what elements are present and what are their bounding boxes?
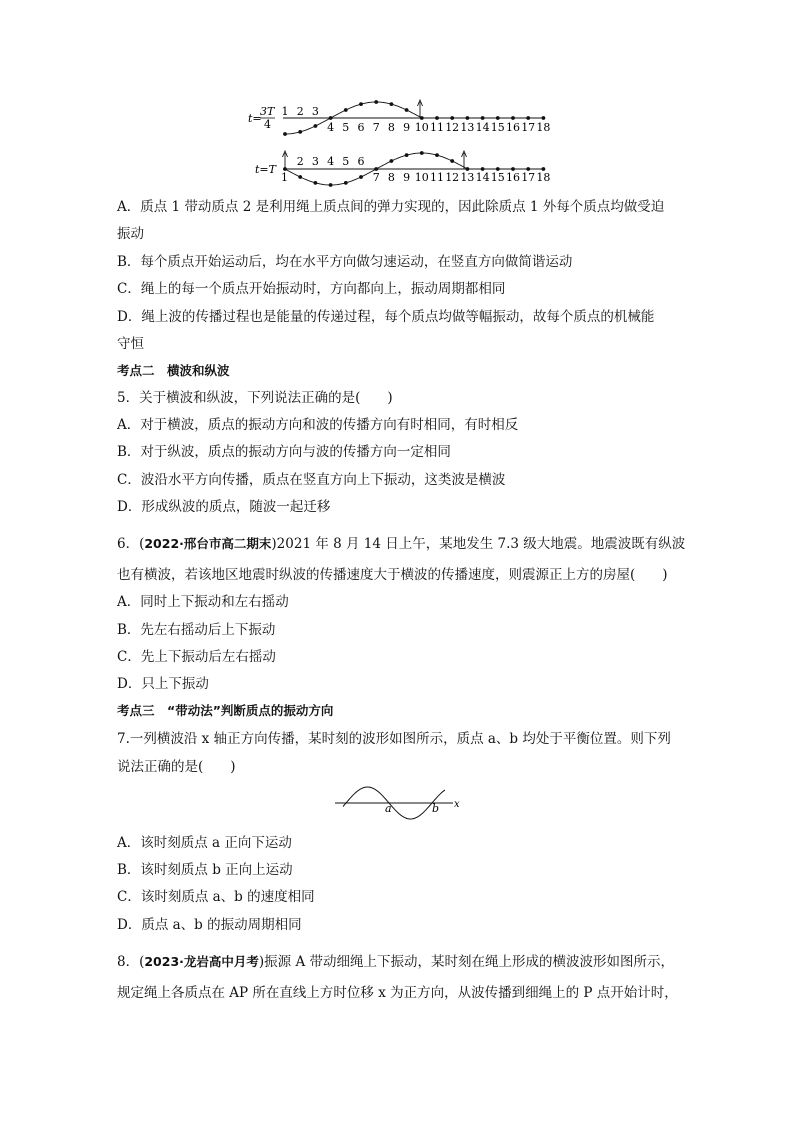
particle-dot [405, 108, 409, 112]
particle-dot [526, 167, 530, 171]
q4-option-b: B．每个质点开始运动后，均在水平方向做匀速运动，在竖直方向做简谐运动 [117, 254, 573, 270]
q7-option-c: C．该时刻质点 a、b 的速度相同 [117, 889, 315, 905]
particle-dot [329, 116, 333, 120]
particle-label: 9 [403, 121, 411, 134]
q8-stem-rest: )振源 A 带动细绳上下振动，某时刻在绳上形成的横波波形如图所示， [258, 954, 675, 970]
q4-option-d-line1: D．绳上波的传播过程也是能量的传递过程，每个质点均做等幅振动，故每个质点的机械能 [117, 309, 655, 325]
particle-label: 2 [296, 155, 304, 168]
particle-label: 7 [372, 171, 380, 184]
particle-dot [542, 167, 546, 171]
particle-label: 14 [475, 121, 490, 134]
point-a-label: a [385, 802, 392, 815]
particle-label: 15 [490, 121, 505, 134]
particle-dot [314, 124, 318, 128]
particle-label: 16 [506, 121, 520, 134]
q7-option-a: A．该时刻质点 a 正向下运动 [117, 835, 292, 851]
particle-label: 18 [536, 171, 551, 184]
particle-dot [496, 167, 500, 171]
particle-label: 8 [387, 171, 395, 184]
particle-dot [511, 167, 515, 171]
q6-option-b: B．先左右摇动后上下振动 [117, 622, 276, 638]
particle-dot [466, 116, 470, 120]
row1-t-label: t= [248, 112, 262, 125]
section-heading-2: 考点二 横波和纵波 [117, 363, 230, 378]
q8-prefix: 8．( [117, 954, 145, 970]
particle-label: 13 [460, 121, 475, 134]
particle-dot [511, 116, 515, 120]
particle-dot [298, 130, 302, 134]
row1-upper-labels [282, 105, 319, 118]
row1-frac-num: 3T [260, 105, 275, 118]
point-b-label: b [432, 802, 440, 815]
section-heading-3: 考点三 “带动法”判断质点的振动方向 [117, 703, 334, 718]
particle-label: 3 [311, 105, 319, 118]
row2-arrow-left [283, 151, 288, 169]
particle-label: 15 [490, 171, 505, 184]
q4-option-c: C．绳上的每一个质点开始振动时，方向都向上，振动周期都相同 [117, 281, 506, 297]
particle-dot [420, 116, 424, 120]
row1-lower-labels [327, 121, 550, 134]
particle-label: 11 [430, 171, 444, 184]
q5-option-a: A．对于横波，质点的振动方向和波的传播方向有时相同，有时相反 [117, 417, 519, 433]
particle-label: 8 [387, 121, 395, 134]
q8-stem-line2: 规定绳上各质点在 AP 所在直线上方时位移 x 为正方向，从波传播到细绳上的 P 点开始计时， [117, 985, 678, 1001]
particle-dot [466, 167, 470, 171]
row1-arrow [418, 100, 423, 118]
q5-option-b: B．对于纵波，质点的振动方向与波的传播方向一定相同 [117, 444, 451, 460]
particle-dot [314, 181, 318, 185]
particle-label: 4 [327, 155, 335, 168]
x-axis-label: x [454, 799, 460, 810]
particle-dot [283, 132, 287, 136]
q4-option-a-line1: A．质点 1 带动质点 2 是利用绳上质点间的弹力实现的，因此除质点 1 外每个质点均做受迫 [117, 199, 665, 215]
q6-option-a: A．同时上下振动和左右摇动 [117, 594, 289, 610]
particle-label: 12 [445, 171, 460, 184]
particle-dot [481, 167, 485, 171]
particle-dot [374, 100, 378, 104]
particle-label: 5 [342, 155, 350, 168]
q6-prefix: 6．( [117, 536, 145, 552]
particle-label: 5 [342, 121, 350, 134]
particle-dot [359, 102, 363, 106]
particle-label: 10 [414, 121, 429, 134]
particle-label: 10 [414, 171, 429, 184]
q7-waveform-figure [333, 779, 463, 823]
row2-first-number: 1 [281, 171, 288, 184]
particle-dot [435, 116, 439, 120]
row2-upper-labels [297, 155, 365, 168]
particle-label: 4 [327, 121, 335, 134]
particle-dot [450, 159, 454, 163]
particle-label: 1 [281, 105, 289, 118]
particle-label: 16 [506, 171, 520, 184]
particle-dot [435, 153, 439, 157]
q8-stem-line1 [117, 953, 674, 971]
row1-frac-den: 4 [264, 118, 271, 131]
particle-label: 14 [475, 171, 490, 184]
row2-lower-labels [373, 171, 551, 184]
particle-label: 17 [521, 121, 536, 134]
q7-stem-line2: 说法正确的是( ) [117, 759, 236, 775]
particle-dot [329, 183, 333, 187]
q6-stem-line2: 也有横波，若该地区地震时纵波的传播速度大于横波的传播速度，则震源正上方的房屋( ) [117, 567, 668, 583]
particle-dot [344, 181, 348, 185]
particle-dot [298, 175, 302, 179]
q4-option-d-line2: 守恒 [117, 336, 144, 352]
q7-stem-line1: 7.一列横波沿 x 轴正方向传播，某时刻的波形如图所示，质点 a、b 均处于平衡位置。则下列 [117, 731, 671, 747]
particle-dot [450, 116, 454, 120]
particle-dot [405, 153, 409, 157]
q6-option-d: D．只上下振动 [117, 676, 209, 692]
particle-dot [374, 167, 378, 171]
q6-stem-line1 [117, 535, 685, 553]
particle-label: 2 [296, 105, 304, 118]
q6-stem-rest: )2021 年 8 月 14 日上午，某地发生 7.3 级大地震。地震波既有纵波 [271, 536, 686, 552]
particle-label: 6 [357, 121, 365, 134]
particle-label: 7 [372, 121, 380, 134]
q6-source: 2022·邢台市高二期末 [144, 536, 272, 551]
particle-label: 3 [311, 155, 319, 168]
particle-label: 9 [403, 171, 411, 184]
q4-option-a-line2: 振动 [117, 226, 144, 242]
particle-label: 13 [460, 171, 475, 184]
q5-stem: 5．关于横波和纵波，下列说法正确的是( ) [117, 390, 393, 406]
particle-dot [542, 116, 546, 120]
q6-option-c: C．先上下振动后左右摇动 [117, 649, 276, 665]
particle-dot [496, 116, 500, 120]
particle-dot [390, 102, 394, 106]
particle-label: 12 [445, 121, 460, 134]
particle-dot [481, 116, 485, 120]
q8-source: 2023·龙岩高中月考 [144, 954, 259, 969]
q5-option-d: D．形成纵波的质点，随波一起迁移 [117, 499, 331, 515]
particle-dot [390, 159, 394, 163]
q7-option-d: D．质点 a、b 的振动周期相同 [117, 917, 302, 933]
particle-dot [420, 151, 424, 155]
q7-option-b: B．该时刻质点 b 正向上运动 [117, 862, 293, 878]
particle-label: 6 [357, 155, 365, 168]
particle-label: 17 [521, 171, 536, 184]
particle-dot [359, 175, 363, 179]
rope-wave-figure [245, 98, 555, 188]
particle-label: 18 [536, 121, 551, 134]
row2-t-label: t=T [255, 163, 276, 176]
particle-dot [344, 108, 348, 112]
q5-option-c: C．波沿水平方向传播，质点在竖直方向上下振动，这类波是横波 [117, 472, 506, 488]
particle-dot [526, 116, 530, 120]
particle-label: 11 [430, 121, 444, 134]
